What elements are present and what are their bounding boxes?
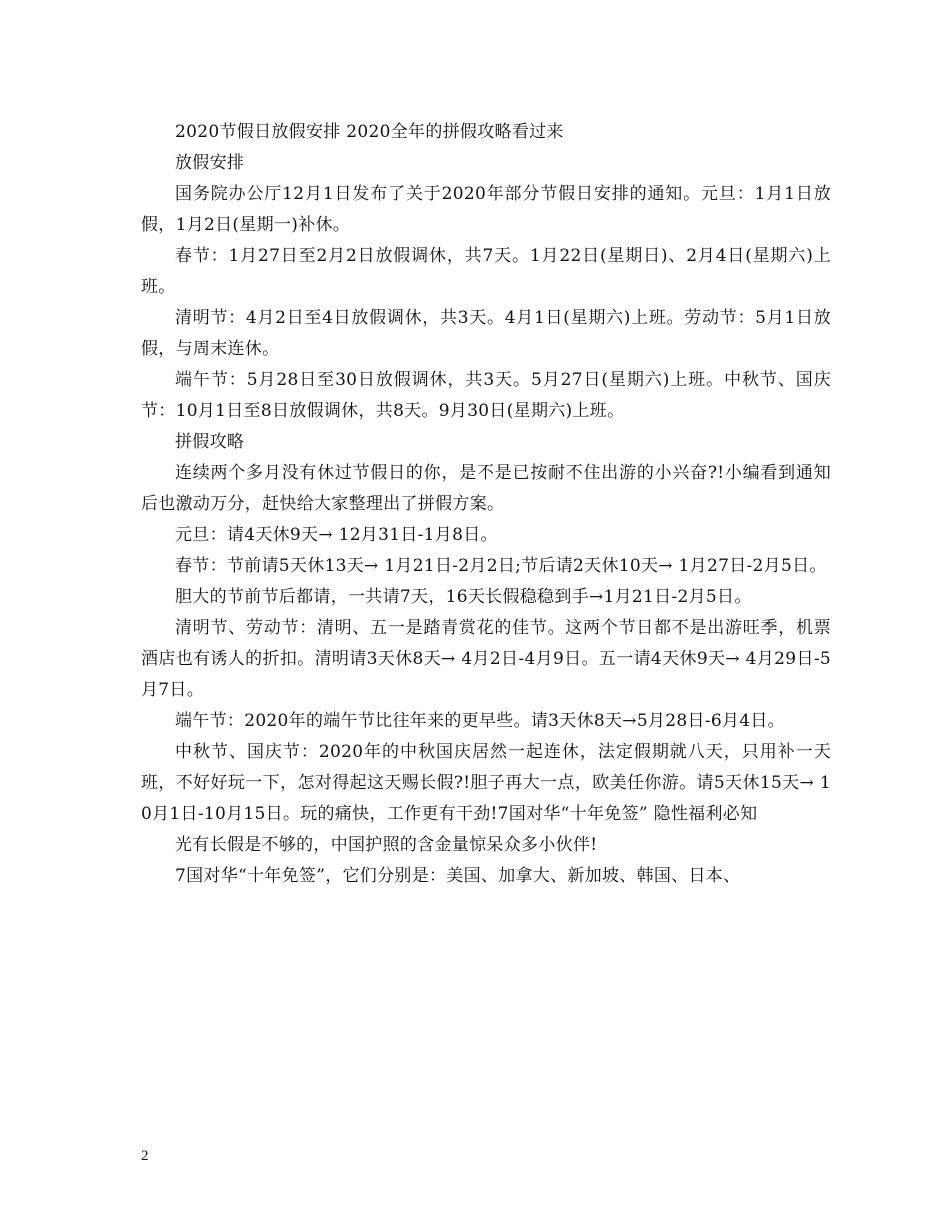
paragraph-national-day-plan: 中秋节、国庆节：2020年的中秋国庆居然一起连休，法定假期就八天，只用补一天班，不好好玩一下，怎对得起这天赐长假?!胆子再大一点，欧美任你游。请5天休15天→ 10月1日-10月15日。玩的痛快，工作更有干劲!7国对华“十年免签” 隐性福利必知 bbox=[141, 742, 831, 824]
paragraph-notice: 国务院办公厅12月1日发布了关于2020年部分节假日安排的通知。元旦：1月1日放假，1月2日(星期一)补休。 bbox=[141, 184, 831, 235]
paragraph-qingming-labor: 清明节：4月2日至4日放假调休，共3天。4月1日(星期六)上班。劳动节：5月1日放假，与周末连休。 bbox=[141, 308, 831, 359]
paragraph-visa-countries: 7国对华“十年免签”，它们分别是：美国、加拿大、新加坡、韩国、日本、 bbox=[175, 866, 741, 886]
paragraph-dragon-boat-national: 端午节：5月28日至30日放假调休，共3天。5月27日(星期六)上班。中秋节、国庆节：10月1日至8日放假调休，共8天。9月30日(星期六)上班。 bbox=[141, 370, 831, 421]
section-heading-strategy: 拼假攻略 bbox=[175, 432, 245, 452]
paragraph-dragon-boat-plan: 端午节：2020年的端午节比往年来的更早些。请3天休8天→5月28日-6月4日。 bbox=[175, 711, 785, 731]
paragraph-bold-plan: 胆大的节前节后都请，一共请7天，16天长假稳稳到手→1月21日-2月5日。 bbox=[175, 587, 752, 607]
section-heading-holiday-schedule: 放假安排 bbox=[175, 153, 245, 173]
paragraph-passport: 光有长假是不够的，中国护照的含金量惊呆众多小伙伴! bbox=[175, 835, 598, 855]
document-title: 2020节假日放假安排 2020全年的拼假攻略看过来 bbox=[175, 122, 564, 142]
paragraph-spring-festival: 春节：1月27日至2月2日放假调休，共7天。1月22日(星期日)、2月4日(星期六)上班。 bbox=[141, 246, 831, 297]
paragraph-spring-plan: 春节：节前请5天休13天→ 1月21日-2月2日;节后请2天休10天→ 1月27日-2月5日。 bbox=[175, 556, 827, 576]
paragraph-qingming-labor-plan: 清明节、劳动节：清明、五一是踏青赏花的佳节。这两个节日都不是出游旺季，机票酒店也有诱人的折扣。清明请3天休8天→ 4月2日-4月9日。五一请4天休9天→ 4月29日-5月7日。 bbox=[141, 618, 831, 700]
paragraph-intro: 连续两个多月没有休过节假日的你，是不是已按耐不住出游的小兴奋?!小编看到通知后也激动万分，赶快给大家整理出了拼假方案。 bbox=[141, 463, 831, 514]
page-number: 2 bbox=[141, 1148, 149, 1164]
document-body bbox=[141, 117, 831, 892]
paragraph-new-year-plan: 元旦：请4天休9天→ 12月31日-1月8日。 bbox=[175, 525, 498, 545]
